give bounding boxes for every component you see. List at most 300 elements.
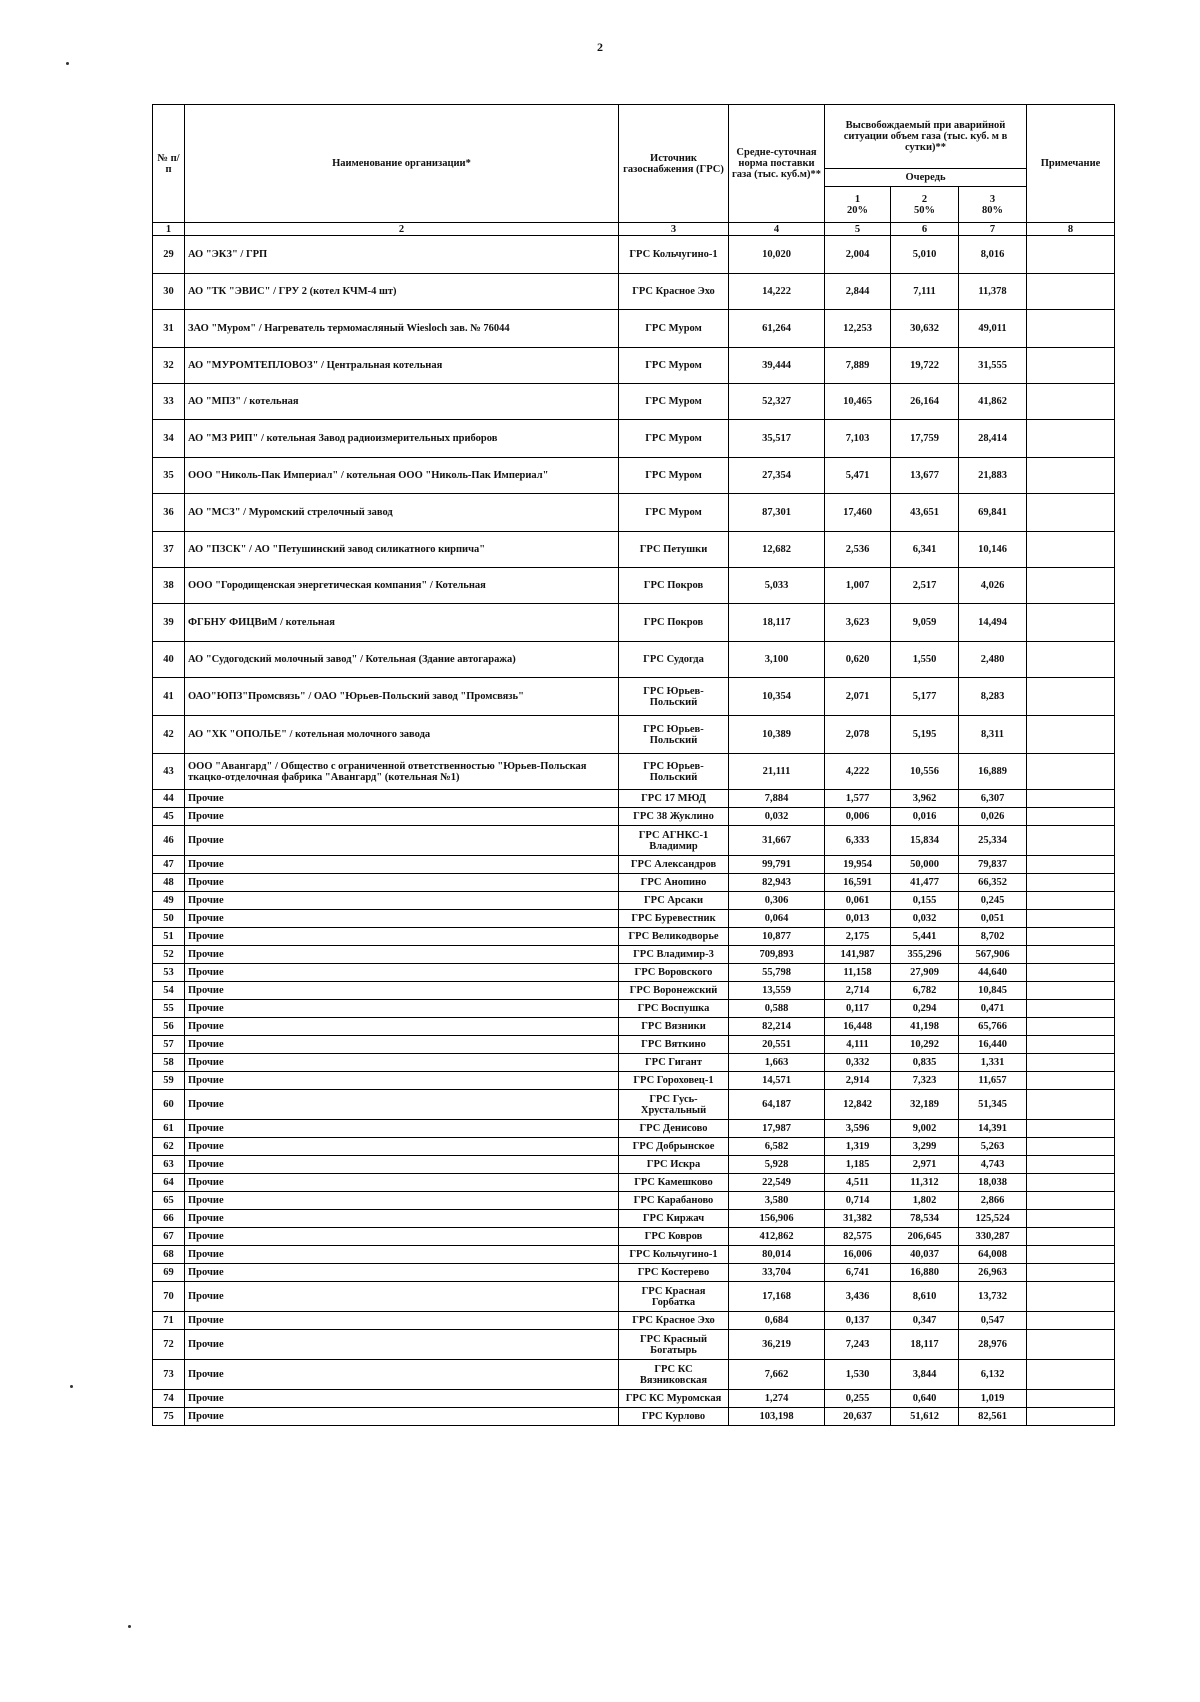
queue-1-volume: 0,006: [825, 808, 891, 826]
avg-daily-norm: 0,588: [729, 1000, 825, 1018]
queue-3-volume: 567,906: [959, 946, 1027, 964]
table-row: [153, 532, 1115, 568]
note-cell: [1027, 678, 1115, 716]
avg-daily-norm: 13,559: [729, 982, 825, 1000]
gas-source: ГРС Буревестник: [619, 910, 729, 928]
queue-1-volume: 0,117: [825, 1000, 891, 1018]
queue-3-volume: 14,494: [959, 604, 1027, 642]
note-cell: [1027, 236, 1115, 274]
queue-2-volume: 27,909: [891, 964, 959, 982]
gas-source: ГРС Красное Эхо: [619, 1312, 729, 1330]
avg-daily-norm: 709,893: [729, 946, 825, 964]
note-cell: [1027, 310, 1115, 348]
note-cell: [1027, 1192, 1115, 1210]
org-name: Прочие: [185, 946, 619, 964]
avg-daily-norm: 35,517: [729, 420, 825, 458]
queue-3-volume: 0,051: [959, 910, 1027, 928]
row-number: 49: [153, 892, 185, 910]
queue-3-volume: 8,702: [959, 928, 1027, 946]
avg-daily-norm: 0,306: [729, 892, 825, 910]
queue-1-volume: 2,914: [825, 1072, 891, 1090]
gas-source: ГРС Покров: [619, 604, 729, 642]
queue-1-volume: 16,448: [825, 1018, 891, 1036]
org-name: Прочие: [185, 1228, 619, 1246]
queue-2-volume: 40,037: [891, 1246, 959, 1264]
queue-1-volume: 3,436: [825, 1282, 891, 1312]
header-avg: Средне-суточная норма поставки газа (тыс. куб.м)**: [729, 105, 825, 223]
queue-1-volume: 82,575: [825, 1228, 891, 1246]
queue-2-volume: 206,645: [891, 1228, 959, 1246]
org-name: Прочие: [185, 892, 619, 910]
org-name: Прочие: [185, 1072, 619, 1090]
org-name: Прочие: [185, 1192, 619, 1210]
row-number: 34: [153, 420, 185, 458]
gas-source: ГРС Юрьев-Польский: [619, 754, 729, 790]
row-number: 35: [153, 458, 185, 494]
note-cell: [1027, 1138, 1115, 1156]
org-name: ООО "Николь-Пак Империал" / котельная ООО "Николь-Пак Империал": [185, 458, 619, 494]
avg-daily-norm: 412,862: [729, 1228, 825, 1246]
note-cell: [1027, 384, 1115, 420]
queue-2-volume: 0,294: [891, 1000, 959, 1018]
gas-source: ГРС Юрьев-Польский: [619, 678, 729, 716]
note-cell: [1027, 568, 1115, 604]
queue-1-volume: 3,596: [825, 1120, 891, 1138]
avg-daily-norm: 6,582: [729, 1138, 825, 1156]
avg-daily-norm: 156,906: [729, 1210, 825, 1228]
queue-2-volume: 0,835: [891, 1054, 959, 1072]
queue-1-volume: 1,007: [825, 568, 891, 604]
row-number: 58: [153, 1054, 185, 1072]
avg-daily-norm: 5,928: [729, 1156, 825, 1174]
org-name: Прочие: [185, 1090, 619, 1120]
table-row: [153, 1282, 1115, 1312]
queue-3-volume: 1,019: [959, 1390, 1027, 1408]
queue-3-volume: 28,976: [959, 1330, 1027, 1360]
queue-3-volume: 1,331: [959, 1054, 1027, 1072]
gas-source: ГРС Камешково: [619, 1174, 729, 1192]
queue-3-volume: 14,391: [959, 1120, 1027, 1138]
queue-2-volume: 26,164: [891, 384, 959, 420]
queue-3-volume: 0,471: [959, 1000, 1027, 1018]
queue-1-volume: 0,255: [825, 1390, 891, 1408]
row-number: 54: [153, 982, 185, 1000]
header-queue-2: [891, 187, 959, 223]
queue-3-volume: 2,480: [959, 642, 1027, 678]
table-row: [153, 1054, 1115, 1072]
row-number: 29: [153, 236, 185, 274]
gas-source: ГРС КС Вязниковская: [619, 1360, 729, 1390]
queue-1-volume: 17,460: [825, 494, 891, 532]
queue-1-volume: 2,078: [825, 716, 891, 754]
queue-1-volume: 7,889: [825, 348, 891, 384]
gas-source: ГРС Киржач: [619, 1210, 729, 1228]
gas-source: ГРС Ковров: [619, 1228, 729, 1246]
row-number: 61: [153, 1120, 185, 1138]
row-number: 36: [153, 494, 185, 532]
queue-2-volume: 0,347: [891, 1312, 959, 1330]
queue-2-label: 2: [921, 193, 928, 205]
org-name: Прочие: [185, 1036, 619, 1054]
queue-3-volume: 10,845: [959, 982, 1027, 1000]
avg-daily-norm: 39,444: [729, 348, 825, 384]
avg-daily-norm: 7,662: [729, 1360, 825, 1390]
note-cell: [1027, 1120, 1115, 1138]
note-cell: [1027, 494, 1115, 532]
org-name: АО "ТК "ЭВИС" / ГРУ 2 (котел КЧМ-4 шт): [185, 274, 619, 310]
org-name: АО "МУРОМТЕПЛОВОЗ" / Центральная котельная: [185, 348, 619, 384]
note-cell: [1027, 790, 1115, 808]
queue-3-volume: 16,889: [959, 754, 1027, 790]
row-number: 48: [153, 874, 185, 892]
queue-3-volume: 65,766: [959, 1018, 1027, 1036]
queue-3-volume: 0,026: [959, 808, 1027, 826]
table-row: [153, 910, 1115, 928]
column-number: 5: [825, 223, 891, 236]
gas-source: ГРС Красное Эхо: [619, 274, 729, 310]
queue-3-volume: 4,743: [959, 1156, 1027, 1174]
queue-2-volume: 41,477: [891, 874, 959, 892]
row-number: 59: [153, 1072, 185, 1090]
org-name: Прочие: [185, 1120, 619, 1138]
gas-source: ГРС Анопино: [619, 874, 729, 892]
avg-daily-norm: 17,168: [729, 1282, 825, 1312]
avg-daily-norm: 10,354: [729, 678, 825, 716]
queue-2-volume: 6,782: [891, 982, 959, 1000]
note-cell: [1027, 1090, 1115, 1120]
queue-1-volume: 1,530: [825, 1360, 891, 1390]
org-name: Прочие: [185, 1312, 619, 1330]
gas-source: ГРС Денисово: [619, 1120, 729, 1138]
queue-1-volume: 1,185: [825, 1156, 891, 1174]
table-row: [153, 1192, 1115, 1210]
queue-2-volume: 1,802: [891, 1192, 959, 1210]
table-row: [153, 964, 1115, 982]
queue-3-volume: 28,414: [959, 420, 1027, 458]
table-row: [153, 1036, 1115, 1054]
gas-source: ГРС 38 Жуклино: [619, 808, 729, 826]
queue-2-volume: 5,010: [891, 236, 959, 274]
org-name: Прочие: [185, 1282, 619, 1312]
queue-2-volume: 0,640: [891, 1390, 959, 1408]
avg-daily-norm: 64,187: [729, 1090, 825, 1120]
column-number: 6: [891, 223, 959, 236]
avg-daily-norm: 14,222: [729, 274, 825, 310]
org-name: Прочие: [185, 790, 619, 808]
queue-2-volume: 9,059: [891, 604, 959, 642]
row-number: 56: [153, 1018, 185, 1036]
note-cell: [1027, 808, 1115, 826]
note-cell: [1027, 982, 1115, 1000]
row-number: 31: [153, 310, 185, 348]
table-row: [153, 1000, 1115, 1018]
queue-2-volume: 1,550: [891, 642, 959, 678]
note-cell: [1027, 1390, 1115, 1408]
note-cell: [1027, 892, 1115, 910]
queue-3-volume: 0,245: [959, 892, 1027, 910]
note-cell: [1027, 754, 1115, 790]
table-row: [153, 1138, 1115, 1156]
header-queue: Очередь: [825, 169, 1027, 187]
page-number: 2: [597, 40, 603, 54]
note-cell: [1027, 274, 1115, 310]
queue-3-volume: 0,547: [959, 1312, 1027, 1330]
note-cell: [1027, 1330, 1115, 1360]
note-cell: [1027, 964, 1115, 982]
note-cell: [1027, 1228, 1115, 1246]
gas-source: ГРС Муром: [619, 348, 729, 384]
table-row: [153, 856, 1115, 874]
table-row: [153, 1156, 1115, 1174]
org-name: ОАО"ЮПЗ"Промсвязь" / ОАО "Юрьев-Польский завод "Промсвязь": [185, 678, 619, 716]
queue-1-volume: 11,158: [825, 964, 891, 982]
queue-1-volume: 6,741: [825, 1264, 891, 1282]
org-name: Прочие: [185, 1018, 619, 1036]
queue-1-volume: 12,842: [825, 1090, 891, 1120]
note-cell: [1027, 458, 1115, 494]
queue-1-volume: 4,511: [825, 1174, 891, 1192]
note-cell: [1027, 874, 1115, 892]
avg-daily-norm: 0,032: [729, 808, 825, 826]
table-row: [153, 1390, 1115, 1408]
avg-daily-norm: 10,020: [729, 236, 825, 274]
queue-3-volume: 8,311: [959, 716, 1027, 754]
avg-daily-norm: 10,389: [729, 716, 825, 754]
org-name: Прочие: [185, 1246, 619, 1264]
table-row: [153, 826, 1115, 856]
note-cell: [1027, 1174, 1115, 1192]
gas-source: ГРС Муром: [619, 384, 729, 420]
row-number: 55: [153, 1000, 185, 1018]
gas-source: ГРС АГНКС-1 Владимир: [619, 826, 729, 856]
gas-source: ГРС Добрынское: [619, 1138, 729, 1156]
row-number: 33: [153, 384, 185, 420]
queue-1-volume: 1,319: [825, 1138, 891, 1156]
table-row: [153, 1018, 1115, 1036]
queue-2-volume: 32,189: [891, 1090, 959, 1120]
row-number: 39: [153, 604, 185, 642]
table-row: [153, 458, 1115, 494]
queue-1-volume: 141,987: [825, 946, 891, 964]
org-name: Прочие: [185, 928, 619, 946]
queue-1-volume: 4,111: [825, 1036, 891, 1054]
queue-2-volume: 78,534: [891, 1210, 959, 1228]
gas-source: ГРС Искра: [619, 1156, 729, 1174]
gas-source: ГРС Воровского: [619, 964, 729, 982]
queue-3-volume: 330,287: [959, 1228, 1027, 1246]
gas-source: ГРС Костерево: [619, 1264, 729, 1282]
queue-3-label: 3: [989, 193, 996, 205]
queue-2-volume: 8,610: [891, 1282, 959, 1312]
row-number: 41: [153, 678, 185, 716]
row-number: 53: [153, 964, 185, 982]
queue-3-volume: 8,016: [959, 236, 1027, 274]
org-name: Прочие: [185, 1138, 619, 1156]
queue-1-volume: 4,222: [825, 754, 891, 790]
column-number: 2: [185, 223, 619, 236]
gas-source: ГРС Владимир-3: [619, 946, 729, 964]
scan-speck: [70, 1385, 73, 1388]
queue-1-volume: 7,103: [825, 420, 891, 458]
org-name: Прочие: [185, 1000, 619, 1018]
queue-3-volume: 21,883: [959, 458, 1027, 494]
queue-2-volume: 11,312: [891, 1174, 959, 1192]
queue-3-volume: 16,440: [959, 1036, 1027, 1054]
org-name: Прочие: [185, 1054, 619, 1072]
row-number: 51: [153, 928, 185, 946]
header-note: Примечание: [1027, 105, 1115, 223]
note-cell: [1027, 928, 1115, 946]
queue-3-percent: 80%: [982, 204, 1003, 216]
table-row: [153, 420, 1115, 458]
avg-daily-norm: 0,684: [729, 1312, 825, 1330]
queue-3-volume: 18,038: [959, 1174, 1027, 1192]
queue-3-volume: 31,555: [959, 348, 1027, 384]
queue-1-volume: 7,243: [825, 1330, 891, 1360]
table-row: [153, 1408, 1115, 1426]
queue-2-volume: 3,844: [891, 1360, 959, 1390]
org-name: АО "ХК "ОПОЛЬЕ" / котельная молочного завода: [185, 716, 619, 754]
queue-2-volume: 0,155: [891, 892, 959, 910]
queue-2-volume: 5,177: [891, 678, 959, 716]
table-row: [153, 928, 1115, 946]
queue-1-volume: 1,577: [825, 790, 891, 808]
gas-source: ГРС КС Муромская: [619, 1390, 729, 1408]
avg-daily-norm: 82,214: [729, 1018, 825, 1036]
org-name: Прочие: [185, 1210, 619, 1228]
queue-3-volume: 6,132: [959, 1360, 1027, 1390]
queue-3-volume: 69,841: [959, 494, 1027, 532]
org-name: Прочие: [185, 874, 619, 892]
queue-1-volume: 0,332: [825, 1054, 891, 1072]
avg-daily-norm: 80,014: [729, 1246, 825, 1264]
row-number: 52: [153, 946, 185, 964]
table-row: [153, 1264, 1115, 1282]
queue-2-volume: 17,759: [891, 420, 959, 458]
org-name: ФГБНУ ФИЦВиМ / котельная: [185, 604, 619, 642]
note-cell: [1027, 1072, 1115, 1090]
row-number: 62: [153, 1138, 185, 1156]
org-name: Прочие: [185, 1264, 619, 1282]
gas-supply-table: [152, 104, 1115, 1426]
queue-2-volume: 43,651: [891, 494, 959, 532]
avg-daily-norm: 1,663: [729, 1054, 825, 1072]
gas-source: ГРС Гороховец-1: [619, 1072, 729, 1090]
org-name: Прочие: [185, 856, 619, 874]
header-source: Источник газоснабжения (ГРС): [619, 105, 729, 223]
gas-source: ГРС Вязники: [619, 1018, 729, 1036]
row-number: 46: [153, 826, 185, 856]
column-number: 4: [729, 223, 825, 236]
org-name: АО "ЭКЗ" / ГРП: [185, 236, 619, 274]
note-cell: [1027, 826, 1115, 856]
queue-3-volume: 51,345: [959, 1090, 1027, 1120]
table-body: [153, 236, 1115, 1426]
table-row: [153, 716, 1115, 754]
org-name: Прочие: [185, 982, 619, 1000]
note-cell: [1027, 420, 1115, 458]
table-row: [153, 1174, 1115, 1192]
row-number: 30: [153, 274, 185, 310]
queue-1-volume: 2,844: [825, 274, 891, 310]
avg-daily-norm: 99,791: [729, 856, 825, 874]
queue-2-volume: 2,517: [891, 568, 959, 604]
gas-source: ГРС Кольчугино-1: [619, 1246, 729, 1264]
org-name: АО "Судогодский молочный завод" / Котельная (Здание автогаража): [185, 642, 619, 678]
queue-2-volume: 3,962: [891, 790, 959, 808]
gas-source: ГРС Гигант: [619, 1054, 729, 1072]
table-row: [153, 310, 1115, 348]
avg-daily-norm: 33,704: [729, 1264, 825, 1282]
table-row: [153, 790, 1115, 808]
note-cell: [1027, 910, 1115, 928]
note-cell: [1027, 1282, 1115, 1312]
queue-3-volume: 49,011: [959, 310, 1027, 348]
avg-daily-norm: 103,198: [729, 1408, 825, 1426]
queue-1-volume: 2,536: [825, 532, 891, 568]
queue-3-volume: 25,334: [959, 826, 1027, 856]
row-number: 42: [153, 716, 185, 754]
org-name: Прочие: [185, 826, 619, 856]
avg-daily-norm: 3,580: [729, 1192, 825, 1210]
queue-2-volume: 15,834: [891, 826, 959, 856]
note-cell: [1027, 1360, 1115, 1390]
row-number: 71: [153, 1312, 185, 1330]
row-number: 60: [153, 1090, 185, 1120]
org-name: Прочие: [185, 808, 619, 826]
queue-1-volume: 0,620: [825, 642, 891, 678]
note-cell: [1027, 1408, 1115, 1426]
queue-1-percent: 20%: [847, 204, 868, 216]
row-number: 43: [153, 754, 185, 790]
queue-1-volume: 2,071: [825, 678, 891, 716]
org-name: Прочие: [185, 1390, 619, 1408]
queue-3-volume: 6,307: [959, 790, 1027, 808]
table-row: [153, 1312, 1115, 1330]
avg-daily-norm: 14,571: [729, 1072, 825, 1090]
avg-daily-norm: 36,219: [729, 1330, 825, 1360]
queue-2-volume: 5,441: [891, 928, 959, 946]
row-number: 57: [153, 1036, 185, 1054]
row-number: 63: [153, 1156, 185, 1174]
gas-source: ГРС Муром: [619, 458, 729, 494]
note-cell: [1027, 1264, 1115, 1282]
scan-speck: [66, 62, 69, 65]
table-header: [153, 105, 1115, 236]
queue-1-volume: 16,006: [825, 1246, 891, 1264]
avg-daily-norm: 31,667: [729, 826, 825, 856]
gas-source: ГРС Судогда: [619, 642, 729, 678]
queue-3-volume: 11,657: [959, 1072, 1027, 1090]
avg-daily-norm: 0,064: [729, 910, 825, 928]
org-name: ООО "Городищенская энергетическая компания" / Котельная: [185, 568, 619, 604]
queue-2-volume: 5,195: [891, 716, 959, 754]
org-name: АО "МПЗ" / котельная: [185, 384, 619, 420]
row-number: 64: [153, 1174, 185, 1192]
queue-1-volume: 0,061: [825, 892, 891, 910]
note-cell: [1027, 1156, 1115, 1174]
gas-source: ГРС Воронежский: [619, 982, 729, 1000]
queue-3-volume: 10,146: [959, 532, 1027, 568]
queue-2-volume: 13,677: [891, 458, 959, 494]
table-row: [153, 236, 1115, 274]
row-number: 38: [153, 568, 185, 604]
queue-2-volume: 355,296: [891, 946, 959, 964]
queue-2-volume: 50,000: [891, 856, 959, 874]
gas-source: ГРС Красный Богатырь: [619, 1330, 729, 1360]
queue-1-volume: 0,013: [825, 910, 891, 928]
row-number: 73: [153, 1360, 185, 1390]
